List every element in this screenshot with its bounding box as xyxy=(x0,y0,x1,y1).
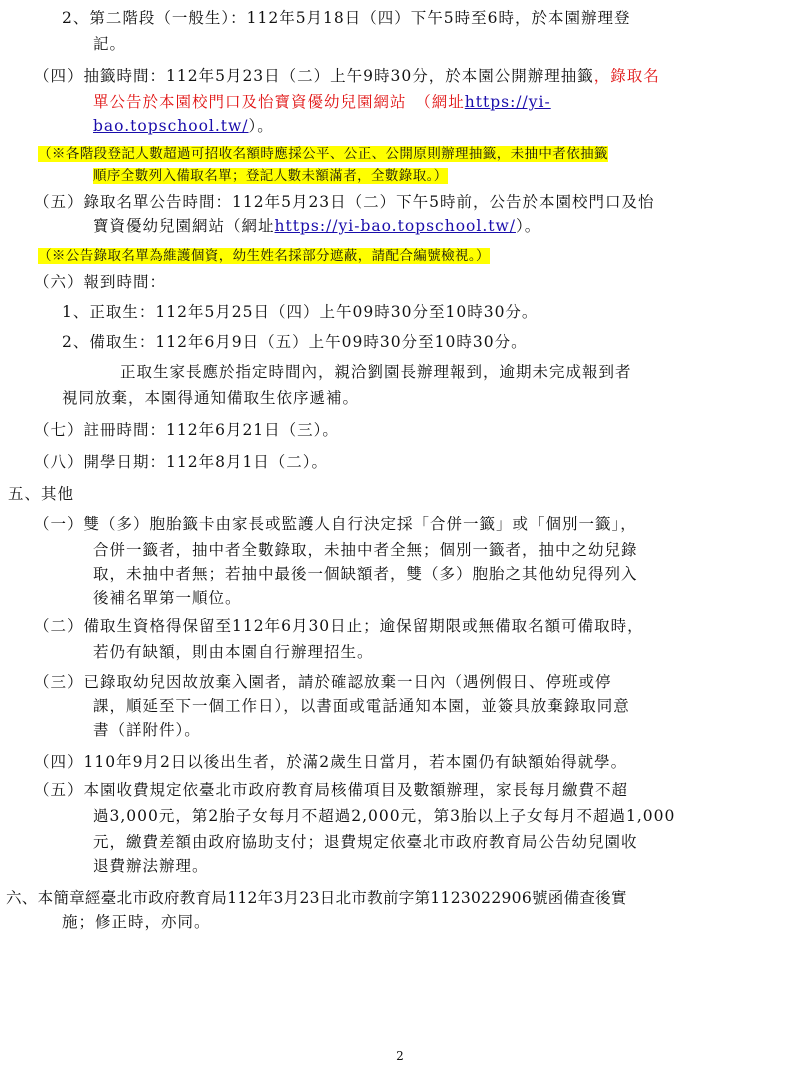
text-line: （八）開學日期：112年8月1日（二）。 xyxy=(34,453,329,471)
highlighted-note: （※各階段登記人數超過可招收名額時應採公平、公正、公開原則辦理抽籤，未抽中者依抽籤 xyxy=(38,146,608,162)
text-line: 課，順延至下一個工作日），以書面或電話通知本園，並簽具放棄錄取同意 xyxy=(93,697,630,715)
text-line: （二）備取生資格得保留至112年6月30日止；逾保留期限或無備取名額可備取時， xyxy=(34,617,644,635)
text-line: 1、正取生：112年5月25日（四）上午09時30分至10時30分。 xyxy=(62,303,539,321)
highlighted-note: 順序全數列入備取名單；登記人數未額滿者，全數錄取。） xyxy=(93,168,448,184)
text-line: 若仍有缺額，則由本園自行辦理招生。 xyxy=(93,643,374,661)
text-line: 書（詳附件）。 xyxy=(93,721,201,739)
text-line: 2、第二階段（一般生）：112年5月18日（四）下午5時至6時，於本園辦理登 xyxy=(62,9,631,27)
highlighted-note: （※公告錄取名單為維護個資，幼生姓名採部分遮蔽，請配合編號檢視。） xyxy=(38,248,490,264)
text-line: 合併一籤者，抽中者全數錄取，未抽中者全無；個別一籤者，抽中之幼兒錄 xyxy=(93,541,638,559)
text-line: 寶資優幼兒園網站（網址https://yi-bao.topschool.tw/）。 xyxy=(93,217,542,235)
text-line: （四）抽籤時間：112年5月23日（二）上午9時30分，於本園公開辦理抽籤，錄取名 xyxy=(34,67,660,85)
text-line: 單公告於本園校門口及怡寶資優幼兒園網站 （網址https://yi- xyxy=(93,93,551,111)
text-line: 2、備取生：112年6月9日（五）上午09時30分至10時30分。 xyxy=(62,333,528,351)
text-line: 過3,000元，第2胎子女每月不超過2,000元，第3胎以上子女每月不超過1,000 xyxy=(93,807,676,825)
text-line: （五）本園收費規定依臺北市政府教育局核備項目及數額辦理，家長每月繳費不超 xyxy=(34,781,629,799)
text-line: （六）報到時間： xyxy=(34,273,167,291)
page-number: 2 xyxy=(396,1049,404,1063)
text-line: 施；修正時，亦同。 xyxy=(62,913,211,931)
text-line: 退費辦法辦理。 xyxy=(93,857,209,875)
text-line: （五）錄取名單公告時間：112年5月23日（二）下午5時前，公告於本園校門口及怡 xyxy=(34,193,655,211)
website-link[interactable]: https://yi-bao.topschool.tw/ xyxy=(274,217,516,235)
text-line: 元，繳費差額由政府協助支付；退費規定依臺北市政府教育局公告幼兒園收 xyxy=(93,833,638,851)
website-link[interactable]: https://yi- xyxy=(464,93,551,111)
text-line: （一）雙（多）胞胎籤卡由家長或監護人自行決定採「合併一籤」或「個別一籤」， xyxy=(34,515,637,533)
text-line: 後補名單第一順位。 xyxy=(93,589,242,607)
section-heading: 五、其他 xyxy=(8,485,75,503)
text-line: 視同放棄，本園得通知備取生依序遞補。 xyxy=(62,389,360,407)
text-line: （三）已錄取幼兒因故放棄入園者，請於確認放棄一日內（遇例假日、停班或停 xyxy=(34,673,612,691)
text-line: 取，未抽中者無；若抽中最後一個缺額者，雙（多）胞胎之其他幼兒得列入 xyxy=(93,565,638,583)
text-line: 正取生家長應於指定時間內，親洽劉園長辦理報到，逾期未完成報到者 xyxy=(120,363,632,381)
website-link[interactable]: bao.topschool.tw/ xyxy=(93,117,249,135)
text-line: （七）註冊時間：112年6月21日（三）。 xyxy=(34,421,339,439)
section-heading: 六、本簡章經臺北市政府教育局112年3月23日北市教前字第1123022906號函備查後實 xyxy=(6,889,627,907)
text-line: bao.topschool.tw/）。 xyxy=(93,117,274,135)
text-line: 記。 xyxy=(93,35,127,53)
text-line: （四）110年9月2日以後出生者，於滿2歲生日當月，若本園仍有缺額始得就學。 xyxy=(34,753,628,771)
